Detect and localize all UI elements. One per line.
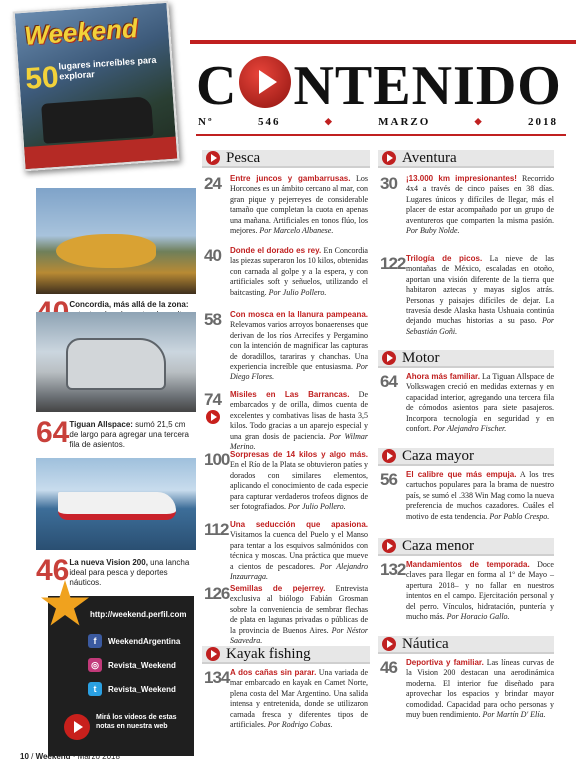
entry-56: 56 El calibre que más empuja. A los tres cartuchos populares para la brama de nuestro país, se sumó el .338 Win Mag como la nueva preferencia de muchos cazadores. Cuáles el motivo de esta tendencia. Por Pablo Crespo. [380,470,554,521]
section-arrow-icon [382,637,396,651]
facebook-icon: f [88,634,102,648]
entry-24: 24 Entre juncos y gambarrusas. Los Horcones es un ámbito cercano al mar, con gran pique y pejerreyes de considerable tamaño que completan la cuota en apenas una mañana. Artificiales en tonos flúo, los mejores. Por Marcelo Albanese. [204,174,368,235]
section-aventura: Aventura [378,150,554,168]
diamond-icon: ◆ [324,116,334,126]
video-note: Mirá los videos de estas notas en nuestra web [96,714,177,730]
section-motor: Motor [378,350,554,368]
video-icon[interactable] [206,410,220,424]
top-rule [190,40,576,44]
issue-rule [196,134,566,136]
tiguan-vehicle [66,338,166,390]
page-footer: 10 / Weekend · Marzo 2018 [20,752,120,761]
fishing-photo [36,188,196,294]
section-arrow-icon [206,647,220,661]
suv-photo [36,312,196,412]
entry-58: 58 Con mosca en la llanura pampeana. Relevamos varios arroyos bonaerenses que derivan de los ríos Arrecifes y Pergamino con la intención de magnificar las capturas de doradillos, tarariras y chanchas. Una experiencia increíble que entusiasma. Por Diego Flores. [204,310,368,382]
entry-46: 46 Deportiva y familiar. Las líneas curvas de la Vision 200 destacan una aerodinámica moderna. El interior fue diseñado para aprovechar los espacios y brindar mayor comodidad. Capacidad para ocho personas y muy buen rendimiento. Por Martín D' Elía. [380,658,555,719]
twitter-icon: t [88,682,102,696]
vision-boat [58,492,176,520]
boat-photo [36,458,196,550]
section-arrow-icon [382,449,396,463]
caption-boat: 46 La nueva Vision 200, una lancha ideal para pesca y deportes náuticos. [36,554,190,587]
cover-logo: Weekend [23,12,139,51]
entry-112: 112 Una seducción que apasiona. Visitamos la cuenca del Puelo y el Manso para tentar a los esquivos salmónidos con técnica y moscas. Una práctica que mueve a cientos de pescadores. Por Alejandro Inzaurraga. [204,520,368,581]
cover-number: 50 [24,60,60,96]
issue-number: 546 [257,116,281,128]
instagram-icon: ◎ [88,658,102,672]
cover-headline: lugares increíbles para explorar [58,54,157,82]
entry-134: 134 A dos cañas sin parar. Una variada de mar embarcado en kayak en Camet Norte, plena costa del Mar Argentino. Una salida intensa y entretenida, donde se utilizaron carnada fresca y diferentes tipos de artificiales. Por Rodrigo Cobas. [204,668,368,729]
section-arrow-icon [382,351,396,365]
twitter-link[interactable]: t Revista_Weekend [88,682,176,696]
caption-suv: 64 Tiguan Allspace: sumó 21,5 cm de largo para agregar una tercera fila de asientos. [36,416,190,449]
entry-74: 74 Misiles en Las Barrancas. De embarcados y de orilla, dimos cuenta de excelentes y combativas lisas de hasta 3,5 kilos. Todo gracias a un aparejo especial y una gran dosis de paciencia. Por Wilmar Merino. [204,390,369,451]
entry-132: 132 Mandamientos de temporada. Doce claves para llegar en forma al 1º de Mayo –apertura 2018– y no fallar en nuestros intentos en el campo. Ejercitación personal y del perro. Vínculos, hidratación, puntería y mucho más. Por Horacio Gallo. [380,560,554,621]
entry-122: 122 Trilogía de picos. La nieve de las montañas de México, escaladas en otoño, aportan una visión diferente de la tierra que habitaron aztecas y mayas siglos atrás. Personas y paisajes difíciles de dejar. La travesía desde Alaska hasta Ushuaia continúa dejando muchas historias a su paso. Por Sebastián Goñi. [380,254,554,336]
diamond-icon: ◆ [474,116,484,126]
section-kayak: Kayak fishing [202,646,370,664]
caption-fishing: Concordia, más allá de la zona: [69,300,189,309]
instagram-link[interactable]: ◎ Revista_Weekend [88,658,176,672]
entry-126: 126 Semillas de pejerrey. Entrevista exclusiva al biólogo Fabián Grosman sobre la conveniencia de sembrar flechas de plata en lagunas privadas o públicas de la provincia de Buenos Aires. Por Néstor Saavedra. [204,584,368,645]
issue-line: Nº 546 ◆ MARZO ◆ 2018 [198,116,558,128]
dorado-fish [56,234,156,268]
section-arrow-icon [382,151,396,165]
section-arrow-icon [382,539,396,553]
issue-year: 2018 [527,116,558,128]
section-pesca: Pesca [202,150,370,168]
page-title: C NTENIDO [196,55,562,117]
section-arrow-icon [206,151,220,165]
section-nautica: Náutica [378,636,554,654]
section-caza-mayor: Caza mayor [378,448,554,466]
entry-100: 100 Sorpresas de 14 kilos y algo más. En el Río de la Plata se obtuvieron patíes y dorados con similares elementos, aplicando el conocimiento de cada especie para capturar verdaderos trofeos dignos de ser fotografiados. Por Julio Pollero. [204,450,368,511]
magazine-cover [13,1,180,171]
section-caza-menor: Caza menor [378,538,554,556]
entry-30: 30 ¡13.000 km impresionantes! Recorrido 4x4 a través de cinco países en 38 días. Lugares únicos y difíciles de llegar, más el placer de estar acompañado por un grupo de aventureros que comparten la misma pasión. Por Buby Nolde. [380,174,554,235]
website-link[interactable]: http://weekend.perfil.com [90,610,187,619]
entry-64: 64 Ahora más familiar. La Tiguan Allspace de Volkswagen creció en medidas externas y en capacidad interior, agregando una tercera fila de cómodos asientos para siete pasajeros. Incorpora tecnología en seguridad y en confort. Por Alejandro Fischer. [380,372,554,433]
facebook-link[interactable]: f WeekendArgentina [88,634,180,648]
issue-month: MARZO [378,116,431,128]
title-play-icon [239,56,291,108]
cover-vehicle-image [41,96,154,144]
entry-40: 40 Donde el dorado es rey. En Concordia las piezas superaron los 10 kilos, obtenidas con carnada al golpe y a la espera, y con artificiales soft y señuelos, utilizando el baitcasting. Por Julio Pollero. [204,246,368,297]
video-play-icon[interactable] [64,714,90,740]
